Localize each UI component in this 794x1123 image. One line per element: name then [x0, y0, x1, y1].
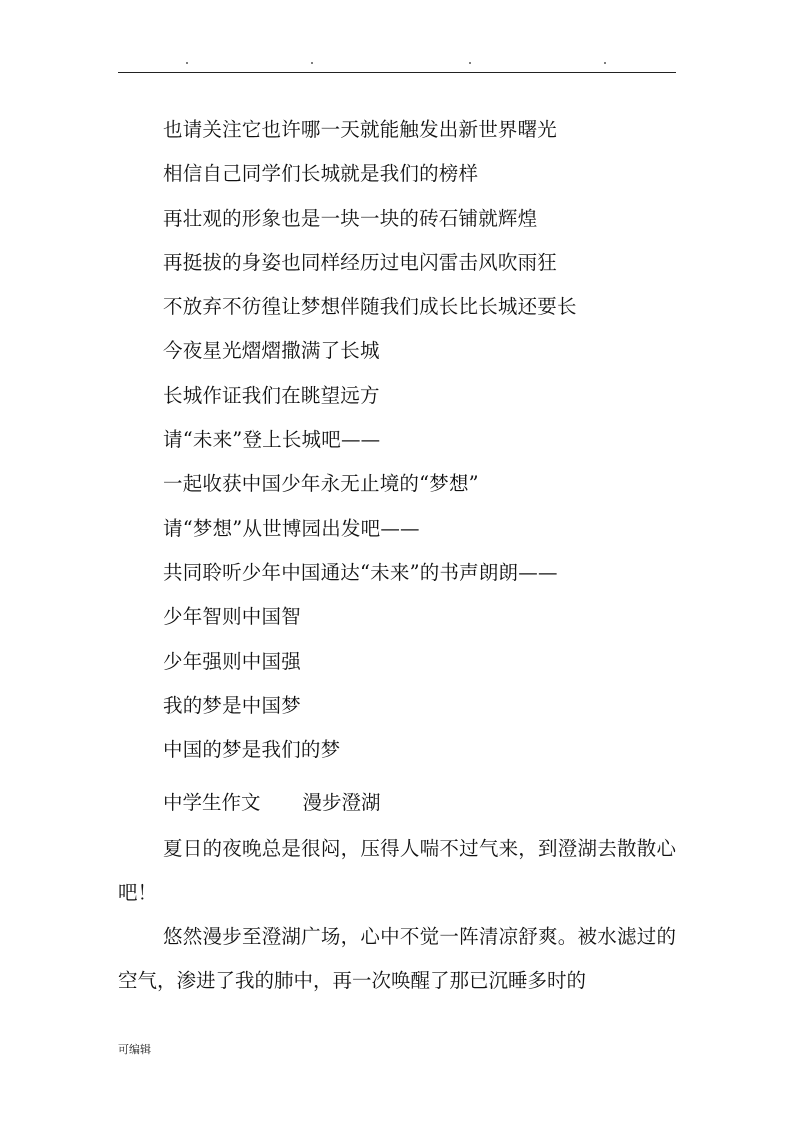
poem-line: 少年强则中国强: [163, 649, 301, 673]
essay-category: 中学生作文: [163, 791, 261, 814]
poem-line: 再壮观的形象也是一块一块的砖石铺就辉煌: [163, 206, 538, 230]
header-rule: [118, 72, 676, 73]
footer-editable-label: 可编辑: [118, 1043, 151, 1056]
header-dot: [469, 62, 471, 64]
essay-heading: [163, 785, 381, 821]
poem-line: 一起收获中国少年永无止境的“梦想”: [163, 472, 479, 496]
header-dot: [186, 62, 188, 64]
poem-line: 相信自己同学们长城就是我们的榜样: [163, 162, 479, 186]
essay-body: [118, 827, 676, 1003]
poem-line: 也请关注它也许哪一天就能触发出新世界曙光: [163, 118, 558, 141]
poem-line: 少年智则中国智: [163, 605, 301, 629]
poem-line: 我的梦是中国梦: [163, 693, 301, 717]
header-dot: [604, 62, 606, 64]
essay-paragraph: 悠然漫步至澄湖广场，心中不觉一阵清凉舒爽。被水滤过的空气，渗进了我的肺中，再一次唤醒了那已沉睡多时的: [118, 925, 676, 992]
poem-line: 长城作证我们在眺望远方: [163, 383, 380, 407]
poem-line: 请“梦想”从世博园出发吧——: [163, 516, 420, 540]
poem-line: 今夜星光熠熠撒满了长城: [163, 339, 380, 363]
poem-line: 请“未来”登上长城吧——: [163, 428, 381, 452]
poem-line: 不放弃不彷徨让梦想伴随我们成长比长城还要长: [163, 295, 577, 319]
essay-title: 漫步澄湖: [302, 791, 381, 814]
poem-line: 中国的梦是我们的梦: [163, 738, 341, 762]
essay-paragraph: 夏日的夜晚总是很闷，压得人喘不过气来，到澄湖去散散心吧！: [118, 837, 676, 904]
poem-line: 再挺拔的身姿也同样经历过电闪雷击风吹雨狂: [163, 250, 558, 274]
poem-block: [163, 112, 683, 776]
header-dot: [311, 62, 313, 64]
poem-line: 共同聆听少年中国通达“未来”的书声朗朗——: [163, 560, 558, 584]
